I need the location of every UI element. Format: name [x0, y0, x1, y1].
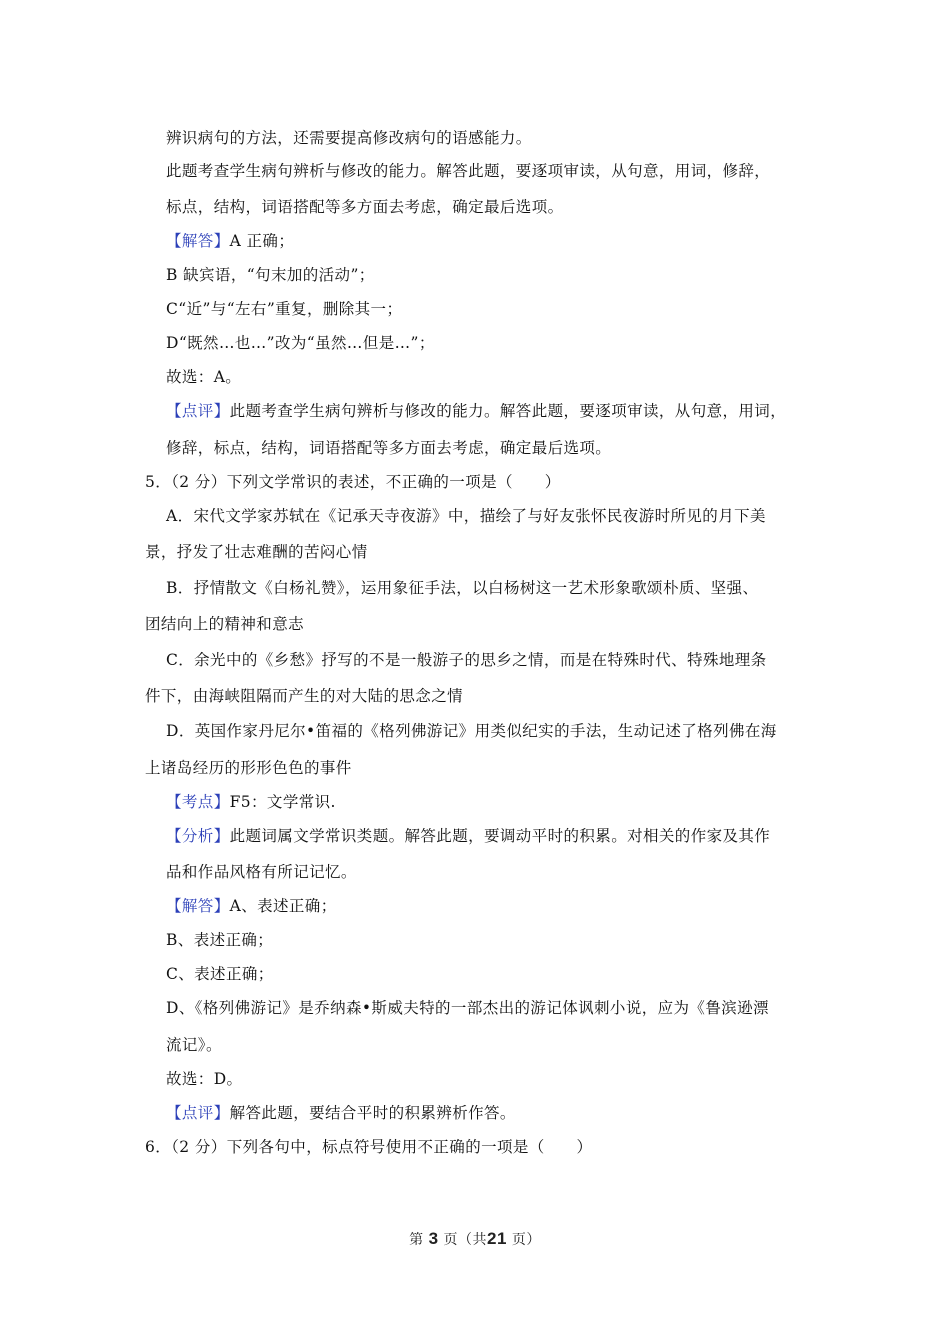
text-line: 修辞，标点，结构，词语搭配等多方面去考虑，确定最后选项。	[166, 439, 612, 457]
text-line: B、表述正确；	[166, 931, 274, 949]
text-line: 流记》。	[166, 1036, 222, 1054]
page-footer: 第 3 页（共21 页）	[409, 1229, 541, 1248]
text-line: D“既然…也…”改为“虽然…但是…”；	[166, 334, 435, 352]
text-line: D、《格列佛游记》是乔纳森•斯威夫特的一部杰出的游记体讽刺小说，应为《鲁滨逊漂	[166, 999, 769, 1017]
answer-line: 【解答】A、表述正确；	[166, 897, 337, 915]
text-line: 品和作品风格有所记记忆。	[166, 863, 357, 881]
analysis-line: 【分析】此题词属文学常识类题。解答此题，要调动平时的积累。对相关的作家及其作	[166, 827, 771, 845]
kaodian-line: 【考点】F5：文学常识.	[166, 793, 336, 811]
total-pages: 21	[487, 1229, 507, 1248]
page-number: 3	[428, 1229, 439, 1248]
comment-line: 【点评】解答此题，要结合平时的积累辨析作答。	[166, 1104, 516, 1122]
text-line: 辨识病句的方法，还需要提高修改病句的语感能力。	[166, 129, 532, 147]
section-tag: 【点评】	[166, 1104, 230, 1122]
option-b-cont: 团结向上的精神和意志	[145, 615, 305, 633]
text-line: 标点，结构，词语搭配等多方面去考虑，确定最后选项。	[166, 198, 564, 216]
option-c-cont: 件下，由海峡阻隔而产生的对大陆的思念之情	[145, 687, 464, 705]
text-line: 此题考查学生病句辨析与修改的能力。解答此题，要逐项审读，从句意，用词，修辞，	[166, 162, 771, 180]
answer-line: 【解答】A 正确；	[166, 232, 295, 250]
text-line: 故选：A。	[166, 368, 242, 386]
section-tag: 【点评】	[166, 402, 230, 420]
option-a-cont: 景，抒发了壮志难酬的苦闷心情	[145, 543, 368, 561]
section-tag: 【解答】	[166, 232, 230, 250]
option-b: B．抒情散文《白杨礼赞》，运用象征手法，以白杨树这一艺术形象歌颂朴质、坚强、	[166, 579, 759, 597]
option-a: A．宋代文学家苏轼在《记承天寺夜游》中，描绘了与好友张怀民夜游时所见的月下美	[166, 507, 766, 525]
section-tag: 【解答】	[166, 897, 230, 915]
text-line: 故选：D。	[166, 1070, 243, 1088]
text-line: C、表述正确；	[166, 965, 274, 983]
option-c: C．余光中的《乡愁》抒写的不是一般游子的思乡之情，而是在特殊时代、特殊地理条	[166, 651, 767, 669]
section-tag: 【考点】	[166, 793, 230, 811]
question-6: 6．（2 分）下列各句中，标点符号使用不正确的一项是（ ）	[145, 1138, 593, 1156]
comment-line: 【点评】此题考查学生病句辨析与修改的能力。解答此题，要逐项审读，从句意，用词，	[166, 402, 787, 420]
text-line: C“近”与“左右”重复，删除其一；	[166, 300, 403, 318]
option-d-cont: 上诸岛经历的形形色色的事件	[145, 759, 352, 777]
question-5: 5．（2 分）下列文学常识的表述，不正确的一项是（ ）	[145, 473, 561, 491]
text-line: B 缺宾语，“句末加的活动”；	[166, 266, 375, 284]
section-tag: 【分析】	[166, 827, 230, 845]
option-d: D．英国作家丹尼尔•笛福的《格列佛游记》用类似纪实的手法，生动记述了格列佛在海	[166, 722, 777, 740]
